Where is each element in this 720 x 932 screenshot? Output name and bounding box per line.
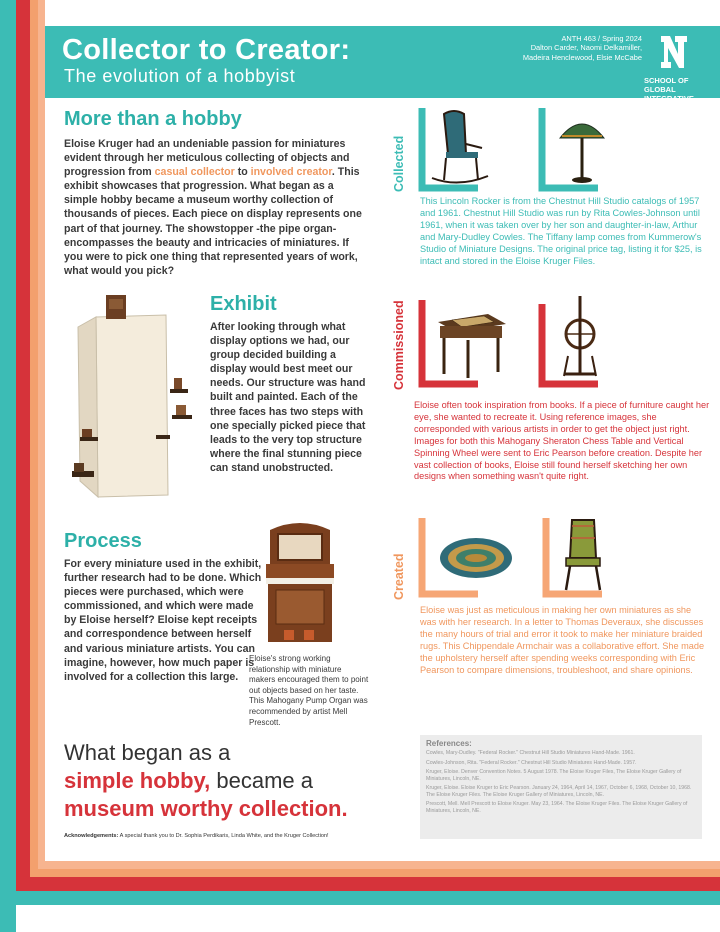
closing-line-3: museum worthy collection.	[64, 796, 348, 821]
pump-organ-image	[262, 520, 338, 648]
reference-item: Prescott, Mell. Mell Prescott to Eloise Kruger. May 23, 1964. The Eloise Kruger Files. The Eloise Kruger Gallery of Miniatures, Lincoln, NE.	[426, 801, 688, 814]
hobby-paragraph: Eloise Kruger had an undeniable passion for miniatures evident through her meticulous collecting of objects and progression from casual collector to involved creator. This exhibit showcases that progression. What began as a simple hobby became a museum worthy collection of thousands of pieces. Each piece on display represents one part of that journey. The showstopper -the pipe organ- encompasses the beauty and intricacies of miniatures. If you were to pick one thing that represented years of work, what would you pick?	[64, 138, 362, 277]
label-created: Created	[392, 553, 406, 600]
closing-highlight-hobby: simple hobby,	[64, 768, 211, 793]
reference-item: Cowles, Mary-Dudley. "Federal Rocker." Chestnut Hill Studio Miniatures Hand-Made. 1961.	[426, 750, 635, 756]
border-red-left	[16, 0, 30, 880]
authors-line-1: Dalton Carder, Naomi Delkamiller,	[530, 43, 642, 53]
references-box	[420, 735, 702, 839]
references-title: References:	[426, 739, 472, 748]
created-frame-braided-rug	[418, 514, 536, 600]
closing-line-2: simple hobby, became a	[64, 768, 314, 793]
course-code: ANTH 463 / Spring 2024	[561, 34, 642, 43]
school-name: SCHOOL OF GLOBAL INTEGRATIVE STUDIES	[644, 76, 694, 112]
reference-item: Cowles-Johnson, Rita. "Federal Rocker." Chestnut Hill Studio Miniatures Hand-Made. 1957.	[426, 759, 637, 766]
created-frame-armchair	[542, 514, 652, 600]
process-paragraph: For every miniature used in the exhibit, further research had to be done. Which pieces were purchased, which were commissioned, and which were made by Eloise herself? Eloise kept receipts and correspondence between herself and various miniature artists. You can imagine, however, how much paper is involved for a collection this large.	[64, 558, 262, 683]
closing-line-1: What began as a	[64, 740, 231, 765]
border-peach-left	[38, 0, 45, 880]
poster-subtitle: The evolution of a hobbyist	[64, 66, 296, 86]
collected-frame-rocker	[418, 108, 528, 193]
course-info	[468, 34, 642, 62]
commissioned-frame-spinning-wheel	[538, 296, 648, 390]
reference-item: Kruger, Eloise. Denver Convention Notes. 5 August 1978. The Eloise Kruger Files, The Eloise Kruger Gallery of Miniatures, Lincoln, NE.	[426, 769, 682, 782]
exhibit-paragraph: After looking through what display options we had, our group decided building a display would best meet our needs. Our structure was hand built and painted. Each of the three faces has two steps with one specially picked piece that leads to the very top structure where the final stunning piece can stand unobstructed.	[210, 321, 366, 474]
collected-paragraph: This Lincoln Rocker is from the Chestnut Hill Studio catalogs of 1957 and 1961. Chestnut Hill Studio was run by Rita Cowles-Johnson until 1961, when it was taken over by her son and daughter-in-law, Arthur and Mary-Dudley Cowles. The Tiffany lamp comes from Kummerow's Studio of Miniature Designs. The original price tag, listing it for $25, is intact and stored in the Eloise Kruger Files.	[420, 196, 702, 266]
authors-line-2: Madeira Henclewood, Elsie McCabe	[522, 52, 642, 62]
keyword-involved-creator: involved creator	[250, 166, 332, 179]
exhibit-display-image	[68, 295, 198, 505]
reference-item: Kruger, Eloise. Eloise Kruger to Eric Pearson. January 24, 1964, April 14, 1967, October 6, 1968, October 10, 1968. The Eloise Kruger Files. The Eloise Kruger Gallery of Miniatures, Lincoln, NE.	[426, 785, 692, 798]
border-teal-bottom	[0, 891, 720, 905]
hobby-heading: More than a hobby	[64, 108, 242, 130]
collected-frame-lamp	[538, 108, 648, 193]
process-heading: Process	[64, 530, 142, 552]
border-orange-bottom	[30, 869, 720, 877]
exhibit-heading: Exhibit	[210, 293, 277, 315]
commissioned-paragraph: Eloise often took inspiration from books. If a piece of furniture caught her eye, she wanted to recreate it. Using reference images, she corresponded with various artists in order to get the object just right. Images for both this Mahogany Sheraton Chess Table and Vertical Spinning Wheel were sent to Eric Pearson before creation. Despite her vast collection of books, Eloise still found herself sketching her own designs when something wasn't quite right.	[414, 400, 710, 482]
acknowledgements: Acknowledgements: A special thank you to Dr. Sophia Perdikaris, Linda White, and the Kruger Collection!	[64, 833, 329, 839]
label-collected: Collected	[392, 135, 406, 192]
border-red-bottom	[16, 877, 720, 891]
commissioned-frame-chess-table	[418, 300, 528, 390]
created-paragraph: Eloise was just as meticulous in making her own miniatures as she was with her research. In a letter to Thomas Deveraux, she discusses the many hours of trial and error it took to make her miniature braided rugs. This Chippendale Armchair was a collaborative effort. She made the upholstery herself after spending weeks corresponding with Eric Pearson to compare dimensions, troubleshoot, and share opinions.	[420, 605, 705, 675]
border-teal-left	[0, 0, 16, 932]
keyword-casual-collector: casual collector	[154, 166, 235, 179]
label-commissioned: Commissioned	[392, 300, 406, 390]
border-orange-left	[30, 0, 38, 880]
university-logo	[660, 34, 688, 70]
border-peach-bottom	[38, 861, 720, 869]
pump-organ-caption: Eloise's strong working relationship with miniature makers encouraged them to point out objects based on her taste. This Mahogany Pump Organ was recommended by artist Mell Prescott.	[249, 654, 369, 727]
poster-title: Collector to Creator:	[62, 34, 351, 66]
